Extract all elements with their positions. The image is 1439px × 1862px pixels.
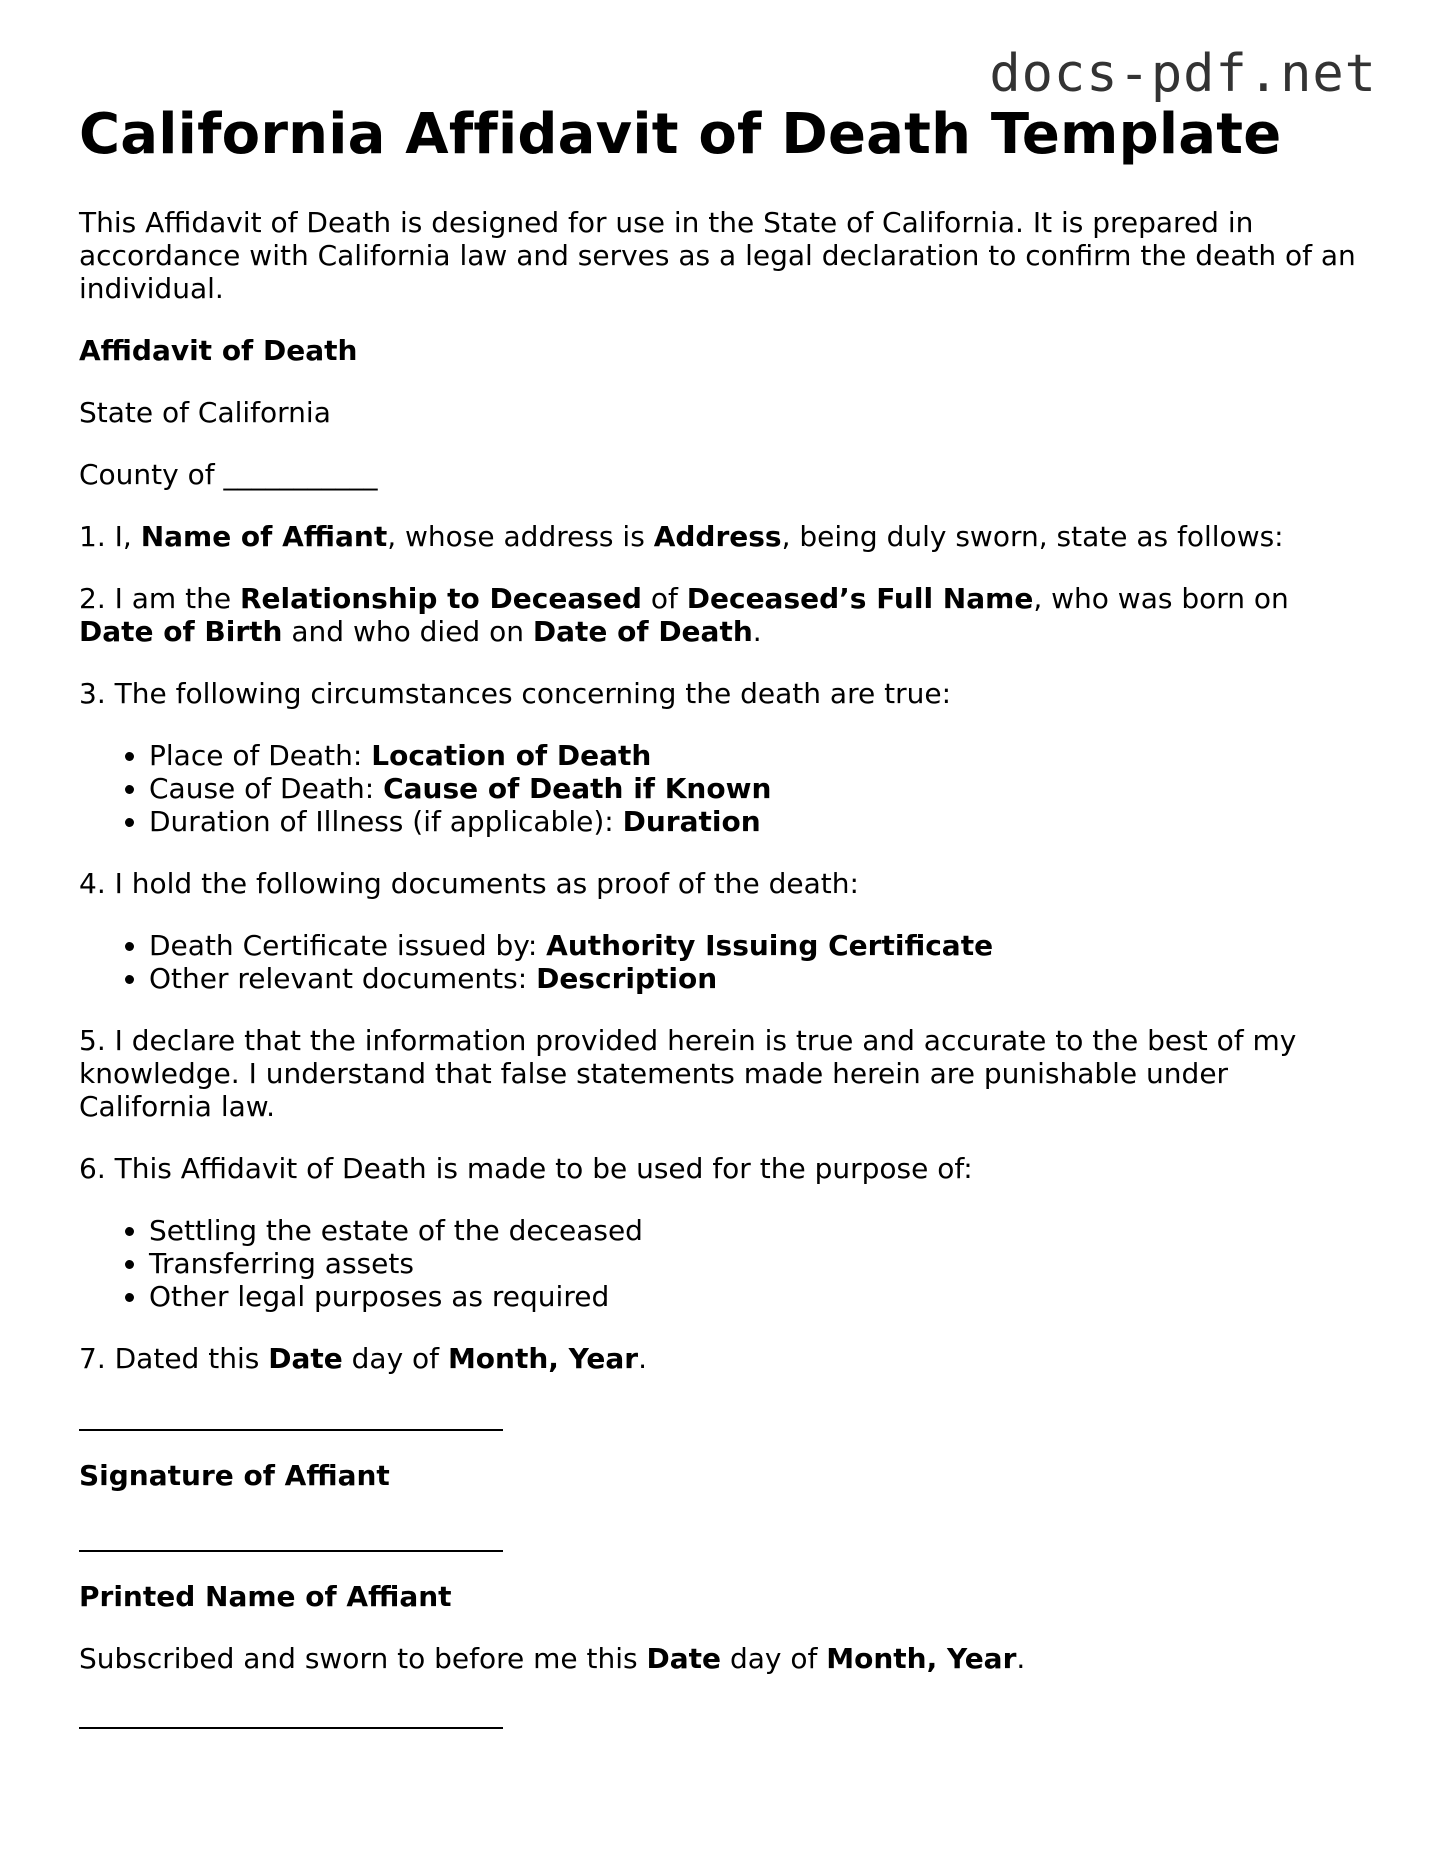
affidavit-heading: Affidavit of Death <box>79 334 358 367</box>
signature-label: Signature of Affiant <box>79 1459 390 1492</box>
item-5: 5. I declare that the information provided herein is true and accurate to the best of my knowledge. I understand that false statements made herein are punishable under California law. <box>79 1024 1297 1123</box>
list-item: • Death Certificate issued by: Authority Issuing Certificate <box>149 929 1369 962</box>
county-line: County of ___________ <box>79 458 378 491</box>
address-field: Address <box>653 520 782 553</box>
state-line: State of California <box>79 396 331 429</box>
documents-list <box>79 929 1369 995</box>
purpose-list <box>79 1214 1369 1313</box>
relationship-field: Relationship to Deceased <box>239 582 642 615</box>
item-3: 3. The following circumstances concerning the death are true: <box>79 677 952 710</box>
notary-signature-line <box>79 1725 503 1729</box>
circumstances-list <box>79 739 1369 838</box>
deceased-name-field: Deceased’s Full Name <box>686 582 1034 615</box>
item-4: 4. I hold the following documents as proof of the death: <box>79 867 859 900</box>
sworn-statement: Subscribed and sworn to before me this Date day of Month, Year. <box>79 1642 1026 1675</box>
page-title: California Affidavit of Death Template <box>79 102 1282 167</box>
list-item: • Other legal purposes as required <box>149 1280 1369 1313</box>
list-item: • Settling the estate of the deceased <box>149 1214 1369 1247</box>
site-watermark: docs-pdf.net <box>989 44 1377 104</box>
item-1: 1. I, Name of Affiant, whose address is Address, being duly sworn, state as follows: <box>79 520 1284 553</box>
document-page <box>79 100 1369 1729</box>
printed-name-label: Printed Name of Affiant <box>79 1580 452 1613</box>
signature-line <box>79 1427 503 1431</box>
item-7: 7. Dated this Date day of Month, Year. <box>79 1342 647 1375</box>
list-item: • Duration of Illness (if applicable): Duration <box>149 805 1369 838</box>
item-6: 6. This Affidavit of Death is made to be used for the purpose of: <box>79 1152 973 1185</box>
list-item: • Transferring assets <box>149 1247 1369 1280</box>
list-item: • Place of Death: Location of Death <box>149 739 1369 772</box>
item-2: 2. I am the Relationship to Deceased of Deceased’s Full Name, who was born on Date of Birth and who died on Date of Death. <box>79 582 1289 648</box>
affiant-name-field: Name of Affiant <box>140 520 388 553</box>
list-item: • Cause of Death: Cause of Death if Known <box>149 772 1369 805</box>
printed-name-line <box>79 1548 503 1552</box>
intro-paragraph: This Affidavit of Death is designed for use in the State of California. It is prepared in accordance with California law and serves as a legal declaration to confirm the death of an individual. <box>79 206 1356 305</box>
date-of-death-field: Date of Death <box>532 615 753 648</box>
date-of-birth-field: Date of Birth <box>79 615 283 648</box>
list-item: • Other relevant documents: Description <box>149 962 1369 995</box>
